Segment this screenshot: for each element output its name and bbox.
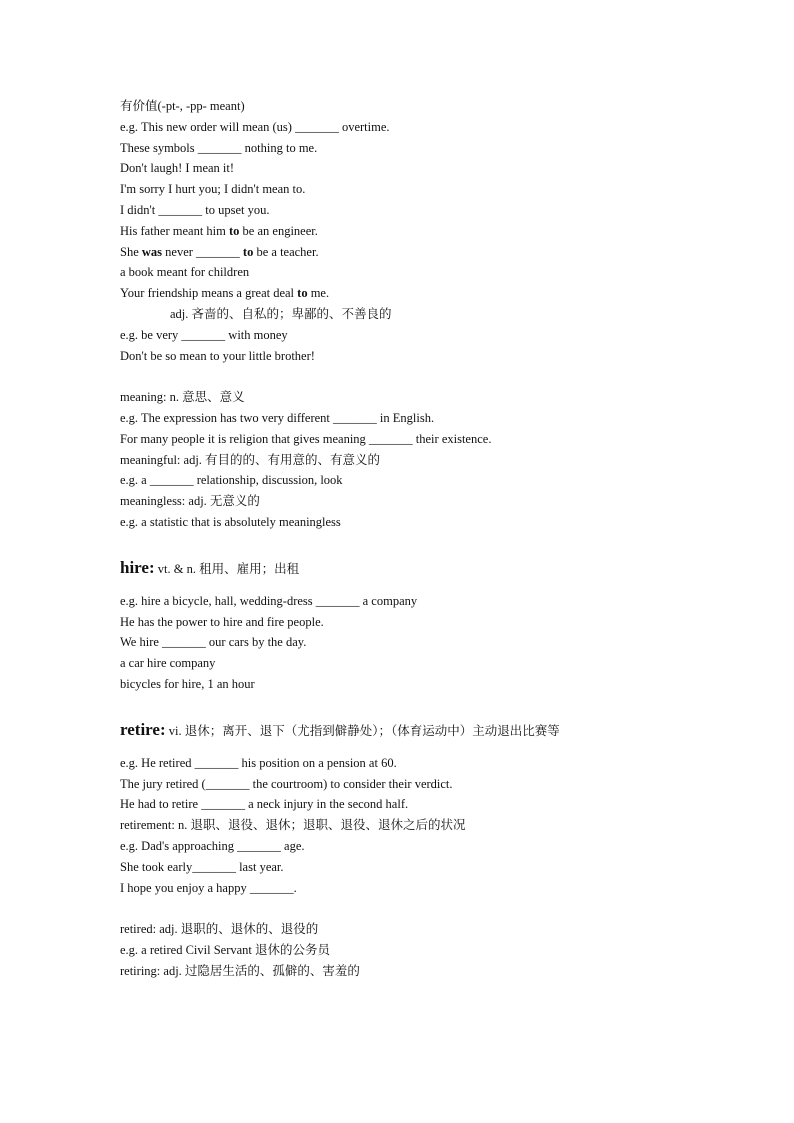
example-line: The jury retired (_______ the courtroom) to consider their verdict. [120, 776, 453, 791]
spacer [120, 533, 760, 551]
text-span: be a teacher. [253, 244, 319, 259]
bold-text: to [229, 223, 240, 238]
example-line: e.g. a _______ relationship, discussion, look [120, 473, 343, 488]
entry-heading-retire [120, 713, 760, 747]
example-line: e.g. a retired Civil Servant 退休的公务员 [120, 942, 331, 957]
bold-text: to [297, 286, 308, 301]
example-line [120, 221, 760, 242]
text-span: me. [307, 286, 330, 301]
definition-line: meaning: n. 意思、意义 [120, 390, 245, 405]
example-line: He has the power to hire and fire people. [120, 614, 324, 629]
example-line: e.g. be very _______ with money [120, 327, 288, 342]
example-line: bicycles for hire, 1 an hour [120, 676, 255, 691]
text-span: Your friendship means a great deal [120, 286, 298, 301]
example-line: e.g. a statistic that is absolutely meaningless [120, 514, 341, 529]
example-line: He had to retire _______ a neck injury in the second half. [120, 797, 409, 812]
spacer [120, 695, 760, 713]
example-line: e.g. The expression has two very different _______ in English. [120, 410, 435, 425]
text-span: be an engineer. [239, 223, 318, 238]
example-line: Don't laugh! I mean it! [120, 161, 235, 176]
example-line: e.g. This new order will mean (us) _______ overtime. [120, 119, 390, 134]
definition-line: meaningless: adj. 无意义的 [120, 494, 260, 509]
document-content [120, 96, 760, 981]
text-span: never _______ [162, 244, 243, 259]
entry-heading-hire [120, 551, 760, 585]
definition-line: adj. 吝啬的、自私的；卑鄙的、不善良的 [170, 306, 392, 321]
example-line: I hope you enjoy a happy _______. [120, 880, 297, 895]
example-line: a book meant for children [120, 265, 250, 280]
text-line: 有价值(-pt-, -pp- meant) [120, 99, 245, 113]
headword: retire: [120, 719, 166, 739]
headword-definition: vi. 退休；离开、退下（尤指到僻静处）；（体育运动中）主动退出比赛等 [165, 723, 560, 738]
spacer [120, 898, 760, 919]
bold-text: to [242, 244, 254, 259]
example-line: We hire _______ our cars by the day. [120, 635, 307, 650]
text-span: She [120, 244, 142, 259]
example-line: For many people it is religion that gives meaning _______ their existence. [120, 431, 492, 446]
example-line [120, 283, 760, 304]
example-line [120, 242, 760, 263]
definition-line: meaningful: adj. 有目的的、有用意的、有意义的 [120, 452, 381, 467]
example-line: e.g. hire a bicycle, hall, wedding-dress _______ a company [120, 593, 418, 608]
bold-text: was [141, 244, 163, 259]
example-line: I'm sorry I hurt you; I didn't mean to. [120, 182, 306, 197]
spacer [120, 366, 760, 387]
example-line: e.g. He retired _______ his position on a pension at 60. [120, 755, 397, 770]
definition-line: retirement: n. 退职、退役、退休；退职、退役、退休之后的状况 [120, 818, 466, 833]
example-line: a car hire company [120, 656, 216, 671]
example-line: These symbols _______ nothing to me. [120, 140, 318, 155]
definition-line: retired: adj. 退职的、退休的、退役的 [120, 922, 319, 937]
text-span: His father meant him [120, 223, 229, 238]
headword-definition: vt. & n. 租用、雇用；出租 [154, 561, 300, 576]
example-line: She took early_______ last year. [120, 859, 284, 874]
example-line: e.g. Dad's approaching _______ age. [120, 838, 305, 853]
definition-line: retiring: adj. 过隐居生活的、孤僻的、害羞的 [120, 963, 360, 978]
example-line: I didn't _______ to upset you. [120, 202, 270, 217]
example-line: Don't be so mean to your little brother! [120, 348, 315, 363]
headword: hire: [120, 557, 155, 577]
